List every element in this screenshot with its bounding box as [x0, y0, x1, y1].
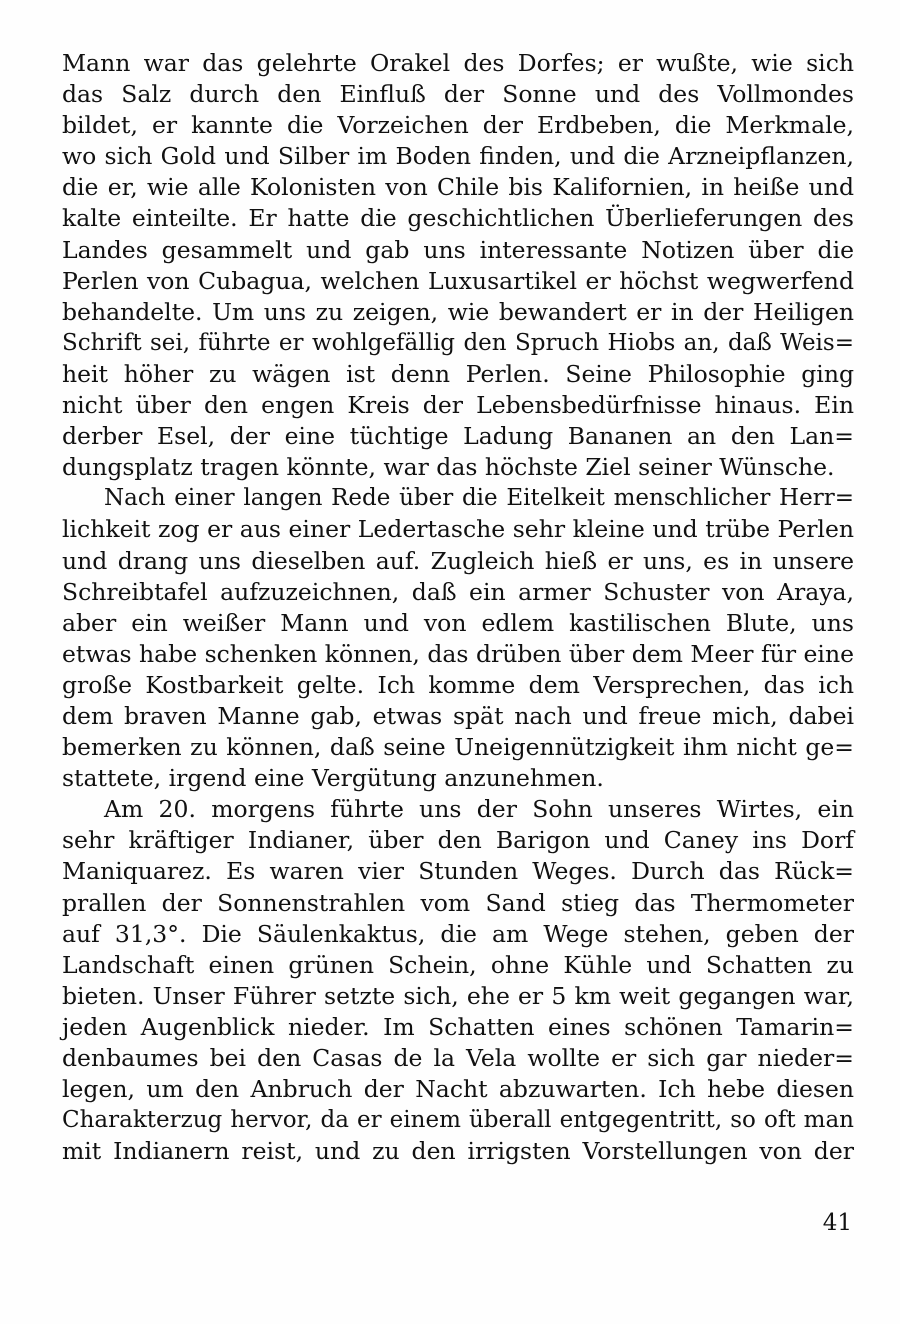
text-line: bieten. Unser Führer setzte sich, ehe er 5 km weit gegangen war,: [62, 981, 854, 1010]
text-line: denbaumes bei den Casas de la Vela wollte er sich gar nieder=: [62, 1044, 854, 1072]
text-line: bildet, er kannte die Vorzeichen der Erdbeben, die Merkmale,: [62, 111, 854, 140]
text-line: dungsplatz tragen könnte, war das höchste Ziel seiner Wünsche.: [62, 453, 835, 482]
text-line: jeden Augenblick nieder. Im Schatten eines schönen Tamarin=: [62, 1012, 854, 1041]
text-line: prallen der Sonnenstrahlen vom Sand stieg das Thermometer: [62, 888, 854, 917]
text-line: das Salz durch den Einfluß der Sonne und des Vollmondes: [62, 80, 854, 109]
text-line: und drang uns dieselben auf. Zugleich hieß er uns, es in unsere: [62, 546, 854, 575]
text-line: behandelte. Um uns zu zeigen, wie bewandert er in der Heiligen: [62, 297, 854, 326]
text-line: Schrift sei, führte er wohlgefällig den Spruch Hiobs an, daß Weis=: [62, 329, 854, 356]
text-line: stattete, irgend eine Vergütung anzunehmen.: [62, 764, 604, 793]
text-line: dem braven Manne gab, etwas spät nach und freue mich, dabei: [62, 701, 854, 730]
text-line: heit höher zu wägen ist denn Perlen. Seine Philosophie ging: [62, 359, 854, 388]
text-line: Charakterzug hervor, da er einem überall entgegentritt, so oft man: [62, 1107, 854, 1134]
text-line: die er, wie alle Kolonisten von Chile bis Kalifornien, in heiße und: [62, 173, 854, 202]
text-line: Perlen von Cubagua, welchen Luxusartikel er höchst wegwerfend: [62, 266, 854, 295]
text-line: aber ein weißer Mann und von edlem kastilischen Blute, uns: [62, 608, 854, 637]
text-line: wo sich Gold und Silber im Boden finden, und die Arzneipflanzen,: [62, 142, 854, 171]
body-text: [62, 48, 854, 1167]
text-line: nicht über den engen Kreis der Lebensbedürfnisse hinaus. Ein: [62, 391, 854, 420]
text-line: lichkeit zog er aus einer Ledertasche sehr kleine und trübe Perlen: [62, 515, 854, 544]
text-line: Mann war das gelehrte Orakel des Dorfes; er wußte, wie sich: [62, 49, 854, 77]
text-line: legen, um den Anbruch der Nacht abzuwarten. Ich hebe diesen: [62, 1075, 854, 1104]
page-number: 41: [822, 1210, 852, 1236]
text-line: sehr kräftiger Indianer, über den Barigon und Caney ins Dorf: [62, 826, 854, 855]
text-line: Schreibtafel aufzuzeichnen, daß ein armer Schuster von Araya,: [62, 577, 854, 606]
text-line: Landschaft einen grünen Schein, ohne Kühle und Schatten zu: [62, 950, 854, 979]
text-line: Nach einer langen Rede über die Eitelkeit menschlicher Herr=: [104, 485, 854, 512]
text-line: kalte einteilte. Er hatte die geschichtlichen Überlieferungen des: [62, 204, 854, 233]
text-line: etwas habe schenken können, das drüben über dem Meer für eine: [62, 639, 854, 668]
text-line: große Kostbarkeit gelte. Ich komme dem Versprechen, das ich: [62, 670, 854, 699]
text-line: bemerken zu können, daß seine Uneigennützigkeit ihm nicht ge=: [62, 733, 854, 762]
text-line: auf 31,3°. Die Säulenkaktus, die am Wege stehen, geben der: [62, 919, 854, 948]
text-line: Maniquarez. Es waren vier Stunden Weges. Durch das Rück=: [62, 857, 854, 886]
text-line: derber Esel, der eine tüchtige Ladung Bananen an den Lan=: [62, 422, 854, 451]
text-line: Landes gesammelt und gab uns interessante Notizen über die: [62, 235, 854, 264]
text-line: Am 20. morgens führte uns der Sohn unseres Wirtes, ein: [104, 795, 854, 824]
text-line: mit Indianern reist, und zu den irrigsten Vorstellungen von der: [62, 1137, 854, 1166]
